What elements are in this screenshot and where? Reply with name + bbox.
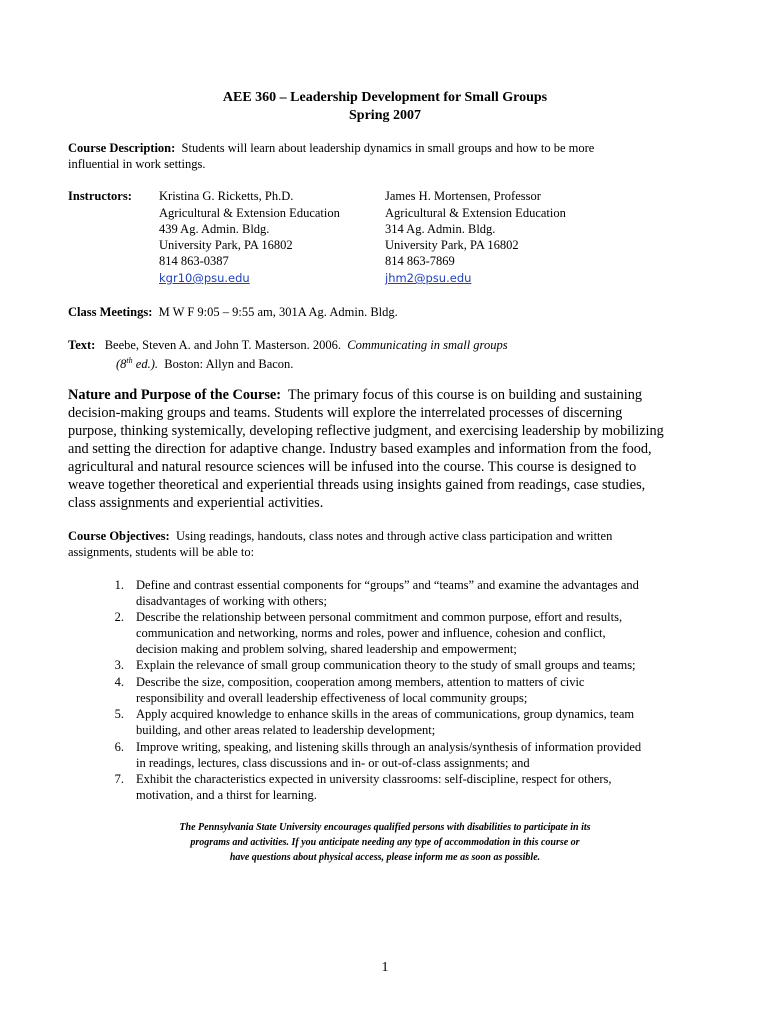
textbook bbox=[68, 337, 508, 354]
class-meetings-text: M W F 9:05 – 9:55 am, 301A Ag. Admin. Bldg. bbox=[158, 305, 398, 319]
objective-line: disadvantages of working with others; bbox=[136, 594, 327, 608]
objectives-intro-1: Using readings, handouts, class notes and through active class participation and written bbox=[175, 529, 613, 543]
objective-line: motivation, and a thirst for learning. bbox=[136, 788, 317, 802]
textbook-label: Text: bbox=[68, 338, 96, 352]
objective-line: in readings, lectures, class discussions and in- or out-of-class assignments; and bbox=[136, 756, 530, 770]
instructor-left-office: 439 Ag. Admin. Bldg. bbox=[159, 222, 270, 236]
objective-line: communication and networking, norms and roles, power and influence, cohesion and conflict, bbox=[136, 626, 606, 640]
nature-line: and setting the direction for adaptive change. Industry based examples and information from the food, bbox=[68, 441, 652, 457]
nature-line: decision-making groups and teams. Students will explore the interrelated processes of discerning bbox=[68, 405, 623, 421]
instructors-label: Instructors: bbox=[68, 189, 132, 203]
nature-line: agricultural and natural resource sciences will be infused into the course. This course is designed to bbox=[68, 459, 637, 475]
class-meetings-label: Class Meetings: bbox=[68, 305, 153, 319]
textbook-title: Communicating in small groups bbox=[347, 338, 508, 352]
instructor-left-name: Kristina G. Ricketts, Ph.D. bbox=[159, 189, 294, 203]
textbook-edition-line bbox=[116, 353, 293, 373]
nature-heading: Nature and Purpose of the Course: bbox=[68, 387, 281, 403]
nature-line: weave together theoretical and experiential threads using insights gained from readings, case studies, bbox=[68, 477, 646, 493]
objectives-label: Course Objectives: bbox=[68, 529, 170, 543]
textbook-edition: (8th ed.). bbox=[116, 356, 158, 372]
objective-line: responsibility and overall leadership effectiveness of local community groups; bbox=[136, 691, 528, 705]
notice-line: The Pennsylvania State University encourages qualified persons with disabilities to participate in its bbox=[179, 822, 591, 833]
instructor-right-phone: 814 863-7869 bbox=[385, 254, 455, 268]
instructor-right-office: 314 Ag. Admin. Bldg. bbox=[385, 222, 496, 236]
instructor-right-city: University Park, PA 16802 bbox=[385, 238, 519, 252]
objectives-intro bbox=[68, 528, 612, 545]
syllabus-page: AEE 360 – Leadership Development for Small Groups Spring 2007 Course Description: Students will learn about leadership dynamics in small groups and how to be more influential in work settings. Instructors: Kristina G. Ricketts, Ph.D. Agricultural & Extension Education 439 Ag. Admin. Bldg. University Park, PA 16802 814 863-0387 kgr10@psu.edu James H. Mortensen, Professor Agricultural & Extension Education 314 Ag. Admin. Bldg. University Park, PA 16802 814 863-7869 jhm2@psu.edu Class Meetings: M W F 9:05 – 9:55 am, 301A Ag. Admin. Bldg. Text: Beebe, Steven A. and John T. Masterson. 2006. Communicating in small groups (8th ed.). Boston: Allyn and Bacon. Nature and Purpose of the Course: The primary focus of this course is on building and sustaining decision-making groups and teams. Students will explore the interrelated processes of discerning purpose, thinking systemically, developing reflective judgment, and exercising leadership by mobilizing and setting the direction for adaptive change. Industry based examples and information from the food, agricultural and natural resource sciences will be infused into the course. This course is designed to weave together theoretical and experiential threads using insights gained from readings, case studies, class assignments and experiential activities. Course Objectives: Using readings, handouts, class notes and through active class participation and written assignments, students will be able to: 1. Define and contrast essential components for “groups” and “teams” and examine the advantages and disadvantages of working with others; 2. Describe the relationship between personal commitment and common purpose, effort and results, communication and networking, norms and roles, power and influence, cohesion and conflict, decision making and problem solving, shared leadership and empowerment; 3. Explain the relevance of small group communication theory to the study of small groups and teams; 4. Describe the size, composition, cooperation among members, attention to matters of civic responsibility and overall leadership effectiveness of local community groups; 5. Apply acquired knowledge to enhance skills in the areas of communications, group dynamics, team building, and other areas related to leadership development; 6. Improve writing, speaking, and listening skills through an analysis/synthesis of information provided in readings, lectures, class discussions and in- or out-of-class assignments; and 7. Exhibit the characteristics expected in university classrooms: self-discipline, respect for others, motivation, and a thirst for learning. The Pennsylvania State University encourages qualified persons with disabilities to participate in its programs and activities. If you anticipate needing any type of accommodation in this course or have questions about physical access, please inform me as soon as possible. 1 bbox=[0, 0, 770, 1024]
page-number: 1 bbox=[381, 960, 389, 975]
course-description-text-2: influential in work settings. bbox=[68, 157, 206, 171]
course-title: AEE 360 – Leadership Development for Small Groups bbox=[222, 90, 548, 105]
nature-line: purpose, thinking systemically, developing reflective judgment, and exercising leadership by mobilizing bbox=[68, 423, 664, 439]
instructor-right-dept: Agricultural & Extension Education bbox=[385, 206, 566, 220]
textbook-authors: Beebe, Steven A. and John T. Masterson. 2006. bbox=[104, 338, 342, 352]
course-term: Spring 2007 bbox=[349, 108, 421, 123]
notice-line: programs and activities. If you anticipate needing any type of accommodation in this course or bbox=[190, 837, 580, 848]
instructor-right-name: James H. Mortensen, Professor bbox=[385, 189, 541, 203]
course-description-label: Course Description: bbox=[68, 141, 176, 155]
textbook-publisher: Boston: Allyn and Bacon. bbox=[164, 357, 294, 372]
instructor-left-city: University Park, PA 16802 bbox=[159, 238, 293, 252]
course-description bbox=[68, 140, 594, 157]
objective-line: building, and other areas related to leadership development; bbox=[136, 723, 436, 737]
objectives-intro-2: assignments, students will be able to: bbox=[68, 545, 255, 559]
nature-line: class assignments and experiential activities. bbox=[68, 495, 324, 511]
instructor-right-email-link[interactable]: jhm2@psu.edu bbox=[385, 271, 472, 285]
instructor-left-email-link[interactable]: kgr10@psu.edu bbox=[159, 271, 250, 285]
class-meetings bbox=[68, 304, 398, 321]
objective-line: decision making and problem solving, shared leadership and empowerment; bbox=[136, 642, 517, 656]
course-description-text-1: Students will learn about leadership dynamics in small groups and how to be more bbox=[181, 141, 595, 155]
instructor-left-phone: 814 863-0387 bbox=[159, 254, 229, 268]
nature-line: The primary focus of this course is on building and sustaining bbox=[287, 387, 643, 403]
notice-line: have questions about physical access, please inform me as soon as possible. bbox=[229, 852, 541, 863]
instructor-left-dept: Agricultural & Extension Education bbox=[159, 206, 340, 220]
